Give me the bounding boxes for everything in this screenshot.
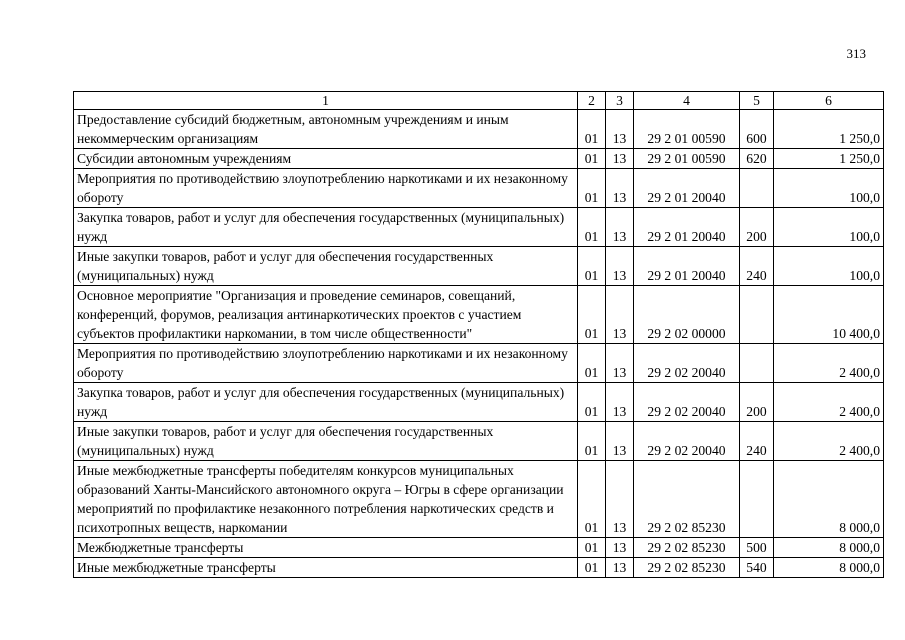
cell-section: 01 xyxy=(578,169,606,208)
table-header-row xyxy=(74,92,884,110)
header-cell-expense-type: 5 xyxy=(740,92,774,110)
cell-target-article: 29 2 01 20040 xyxy=(634,169,740,208)
cell-section: 01 xyxy=(578,247,606,286)
cell-subsection: 13 xyxy=(606,110,634,149)
cell-subsection: 13 xyxy=(606,344,634,383)
cell-target-article: 29 2 02 85230 xyxy=(634,461,740,538)
cell-expense-type: 240 xyxy=(740,247,774,286)
cell-amount: 2 400,0 xyxy=(774,383,884,422)
table-row xyxy=(74,422,884,461)
cell-expense-type: 200 xyxy=(740,383,774,422)
cell-name: Предоставление субсидий бюджетным, автономным учреждениям и иным некоммерческим организациям xyxy=(74,110,578,149)
table-row xyxy=(74,344,884,383)
table-row xyxy=(74,461,884,538)
cell-amount: 100,0 xyxy=(774,208,884,247)
cell-target-article: 29 2 01 00590 xyxy=(634,110,740,149)
table-row xyxy=(74,149,884,169)
cell-name: Основное мероприятие "Организация и проведение семинаров, совещаний, конференций, форумов, реализация антинаркотических проектов с участием субъектов профилактики наркомании, в том числе общественности" xyxy=(74,286,578,344)
cell-amount: 1 250,0 xyxy=(774,110,884,149)
cell-target-article: 29 2 01 00590 xyxy=(634,149,740,169)
table-row xyxy=(74,247,884,286)
cell-name: Межбюджетные трансферты xyxy=(74,538,578,558)
cell-section: 01 xyxy=(578,538,606,558)
cell-section: 01 xyxy=(578,558,606,578)
cell-expense-type: 600 xyxy=(740,110,774,149)
cell-amount: 2 400,0 xyxy=(774,422,884,461)
cell-expense-type xyxy=(740,344,774,383)
cell-name: Субсидии автономным учреждениям xyxy=(74,149,578,169)
header-cell-name: 1 xyxy=(74,92,578,110)
table-row xyxy=(74,538,884,558)
cell-name: Закупка товаров, работ и услуг для обеспечения государственных (муниципальных) нужд xyxy=(74,208,578,247)
header-cell-subsection: 3 xyxy=(606,92,634,110)
page-number: 313 xyxy=(846,46,866,61)
cell-amount: 100,0 xyxy=(774,247,884,286)
cell-subsection: 13 xyxy=(606,538,634,558)
cell-amount: 2 400,0 xyxy=(774,344,884,383)
table-row xyxy=(74,208,884,247)
table-row xyxy=(74,110,884,149)
cell-amount: 100,0 xyxy=(774,169,884,208)
cell-section: 01 xyxy=(578,286,606,344)
cell-name: Мероприятия по противодействию злоупотреблению наркотиками и их незаконному обороту xyxy=(74,169,578,208)
cell-target-article: 29 2 02 85230 xyxy=(634,558,740,578)
cell-expense-type xyxy=(740,169,774,208)
table-row xyxy=(74,383,884,422)
table-row xyxy=(74,169,884,208)
cell-section: 01 xyxy=(578,149,606,169)
cell-section: 01 xyxy=(578,461,606,538)
cell-section: 01 xyxy=(578,383,606,422)
cell-section: 01 xyxy=(578,208,606,247)
cell-target-article: 29 2 02 20040 xyxy=(634,383,740,422)
cell-name: Иные межбюджетные трансферты победителям конкурсов муниципальных образований Ханты-Мансийского автономного округа – Югры в сфере организации мероприятий по профилактике незаконного потребления наркотических средств и психотропных веществ, наркомании xyxy=(74,461,578,538)
cell-target-article: 29 2 02 20040 xyxy=(634,344,740,383)
cell-expense-type: 540 xyxy=(740,558,774,578)
header-cell-amount: 6 xyxy=(774,92,884,110)
cell-section: 01 xyxy=(578,344,606,383)
cell-name: Иные закупки товаров, работ и услуг для обеспечения государственных (муниципальных) нужд xyxy=(74,247,578,286)
cell-subsection: 13 xyxy=(606,461,634,538)
cell-subsection: 13 xyxy=(606,169,634,208)
cell-expense-type: 200 xyxy=(740,208,774,247)
header-cell-target-article: 4 xyxy=(634,92,740,110)
cell-target-article: 29 2 01 20040 xyxy=(634,208,740,247)
cell-expense-type: 500 xyxy=(740,538,774,558)
cell-expense-type: 620 xyxy=(740,149,774,169)
cell-name: Закупка товаров, работ и услуг для обеспечения государственных (муниципальных) нужд xyxy=(74,383,578,422)
cell-target-article: 29 2 01 20040 xyxy=(634,247,740,286)
cell-subsection: 13 xyxy=(606,558,634,578)
cell-expense-type xyxy=(740,286,774,344)
cell-amount: 8 000,0 xyxy=(774,461,884,538)
budget-table xyxy=(73,91,884,578)
header-cell-section: 2 xyxy=(578,92,606,110)
cell-name: Иные межбюджетные трансферты xyxy=(74,558,578,578)
cell-subsection: 13 xyxy=(606,247,634,286)
cell-section: 01 xyxy=(578,422,606,461)
cell-target-article: 29 2 02 85230 xyxy=(634,538,740,558)
cell-amount: 8 000,0 xyxy=(774,538,884,558)
cell-amount: 1 250,0 xyxy=(774,149,884,169)
cell-amount: 8 000,0 xyxy=(774,558,884,578)
cell-subsection: 13 xyxy=(606,422,634,461)
cell-subsection: 13 xyxy=(606,383,634,422)
cell-target-article: 29 2 02 20040 xyxy=(634,422,740,461)
cell-target-article: 29 2 02 00000 xyxy=(634,286,740,344)
cell-name: Иные закупки товаров, работ и услуг для обеспечения государственных (муниципальных) нужд xyxy=(74,422,578,461)
cell-subsection: 13 xyxy=(606,149,634,169)
table-row xyxy=(74,286,884,344)
table-row xyxy=(74,558,884,578)
cell-section: 01 xyxy=(578,110,606,149)
cell-subsection: 13 xyxy=(606,208,634,247)
cell-subsection: 13 xyxy=(606,286,634,344)
cell-expense-type: 240 xyxy=(740,422,774,461)
cell-amount: 10 400,0 xyxy=(774,286,884,344)
cell-expense-type xyxy=(740,461,774,538)
cell-name: Мероприятия по противодействию злоупотреблению наркотиками и их незаконному обороту xyxy=(74,344,578,383)
